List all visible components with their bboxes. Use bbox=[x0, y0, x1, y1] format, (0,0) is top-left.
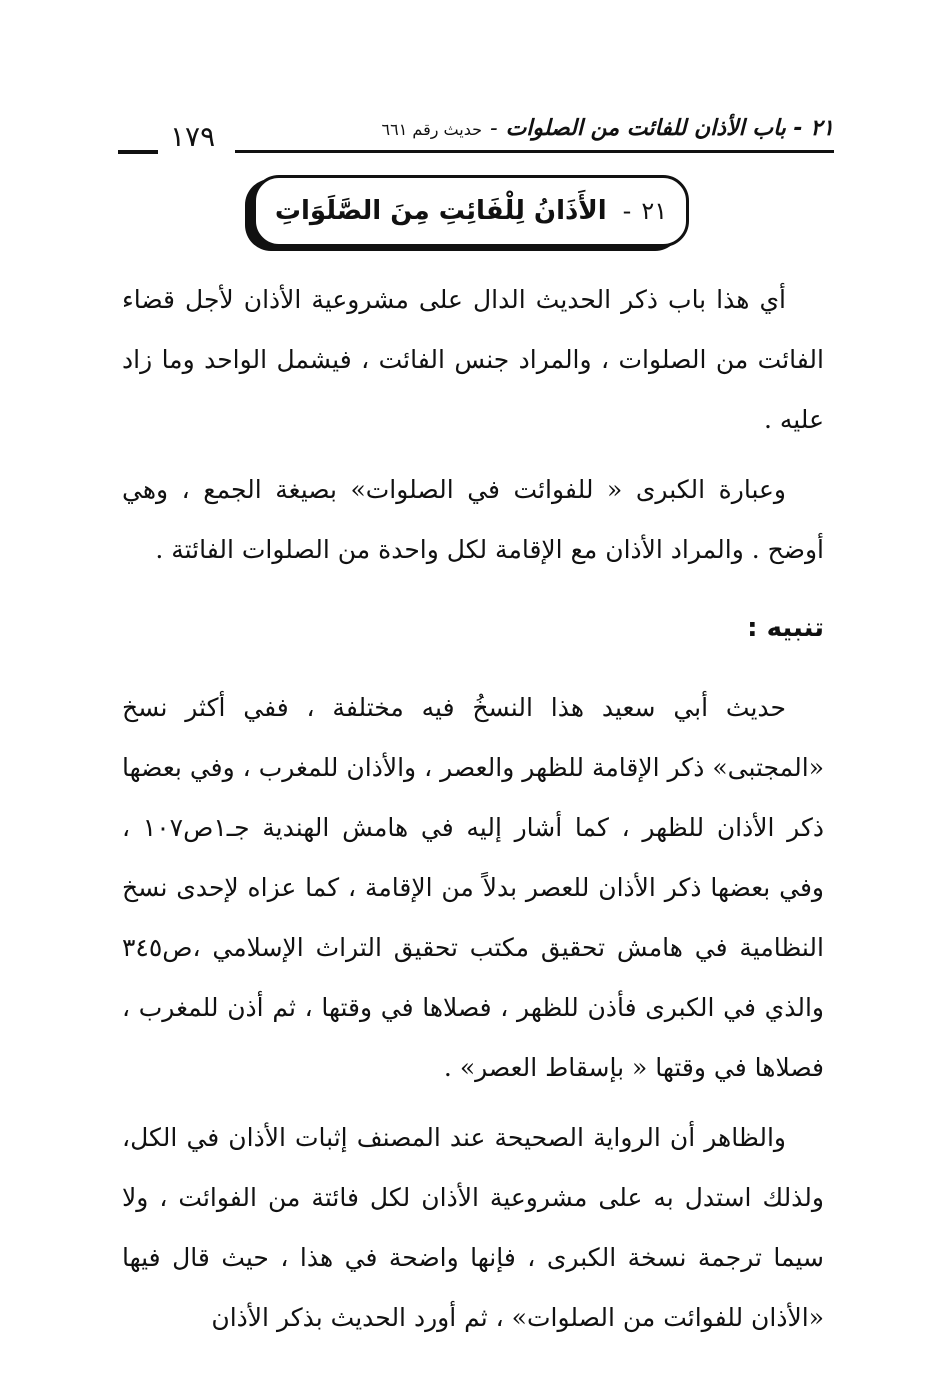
page-number: ١٧٩ bbox=[170, 120, 216, 153]
page-number-dash bbox=[118, 150, 158, 154]
header-hadith-reference: حديث رقم ٦٦١ bbox=[381, 120, 482, 139]
paragraph-4: والظاهر أن الرواية الصحيحة عند المصنف إثبات الأذان في الكل، ولذلك استدل به على مشروعية الأذان لكل فائتة من الفوائت ، ولا سيما ترجمة نسخة الكبرى ، فإنها واضحة في هذا ، حيث قال فيها «الأذان للفوائت من الصلوات» ، ثم أورد الحديث بذكر الأذان bbox=[122, 1123, 824, 1332]
header-chapter-title: ٢١ - باب الأذان للفائت من الصلوات bbox=[505, 116, 834, 141]
body-text bbox=[122, 270, 824, 1348]
notice-heading: تنبيه : bbox=[747, 613, 824, 643]
header-rule bbox=[235, 150, 834, 153]
paragraph-1: أي هذا باب ذكر الحديث الدال على مشروعية الأذان لأجل قضاء الفائت من الصلوات ، والمراد جنس الفائت ، فيشمل الواحد وما زاد عليه . bbox=[122, 285, 824, 434]
section-number: ٢١ bbox=[641, 197, 668, 225]
section-title-dash: - bbox=[622, 197, 632, 225]
running-header bbox=[0, 112, 934, 152]
paragraph-3: حديث أبي سعيد هذا النسخُ فيه مختلفة ، ففي أكثر نسخ «المجتبى» ذكر الإقامة للظهر والعصر ، والأذان للمغرب ، وفي بعضها ذكر الأذان للظهر ، كما أشار إليه في هامش الهندية جـ١ص١٠٧ ، وفي بعضها ذكر الأذان للعصر بدلاً من الإقامة ، كما عزاه لإحدى نسخ النظامية في هامش تحقيق مكتب تحقيق التراث الإسلامي ،ص٣٤٥ والذي في الكبرى فأذن للظهر ، فصلاها في وقتها ، ثم أذن للمغرب ، فصلاها في وقتها « بإسقاط العصر» . bbox=[122, 693, 825, 1082]
section-title-box bbox=[253, 175, 689, 247]
paragraph-2: وعبارة الكبرى « للفوائت في الصلوات» بصيغة الجمع ، وهي أوضح . والمراد الأذان مع الإقامة لكل واحدة من الصلوات الفائتة . bbox=[122, 475, 824, 564]
section-title: الأَذَانُ لِلْفَائِتِ مِنَ الصَّلَوَاتِ bbox=[274, 196, 607, 226]
header-separator: - bbox=[489, 116, 498, 140]
header-text bbox=[382, 116, 834, 141]
